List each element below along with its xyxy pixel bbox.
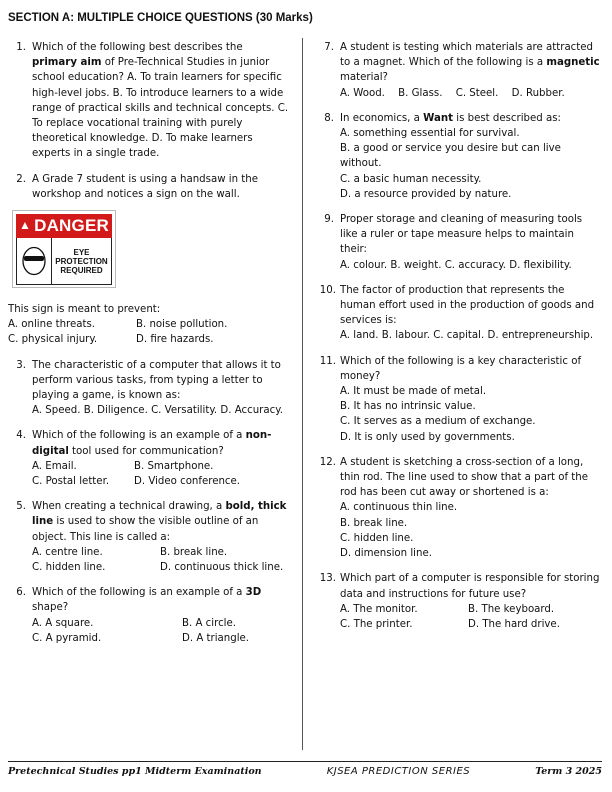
question-4	[8, 428, 290, 489]
option: B. break line.	[160, 546, 228, 558]
question-9	[316, 212, 602, 273]
option: A. something essential for survival.	[340, 128, 520, 140]
question-body	[340, 571, 602, 632]
options	[340, 86, 602, 101]
option: A. Wood.	[340, 87, 385, 99]
text: Which of the following is an example of a	[32, 430, 246, 442]
question-number: 4.	[16, 430, 26, 442]
emphasis: 3D	[245, 587, 262, 599]
option: A. A square.	[32, 617, 94, 629]
question-number: 12.	[319, 456, 336, 468]
question-number: 13.	[319, 573, 336, 585]
option: C. hidden line.	[340, 532, 414, 544]
options	[32, 459, 290, 489]
question-body	[340, 40, 602, 101]
option: B. A circle.	[182, 617, 237, 629]
option: C. A pyramid.	[32, 632, 102, 644]
question-number: 7.	[324, 42, 334, 53]
danger-sign-body	[16, 238, 112, 285]
question-2	[8, 172, 290, 202]
question-8	[316, 111, 602, 202]
question-text: Which part of a computer is responsible for storing data and instructions for future use?	[340, 573, 600, 600]
question-text: A Grade 7 student is using a handsaw in the workshop and notices a sign on the wall.	[32, 173, 259, 200]
question-body	[340, 283, 602, 344]
text: In economics, a	[340, 112, 424, 124]
emphasis: primary aim	[32, 57, 102, 69]
text: A student is testing which materials are attracted to a magnet. Which of the following is a	[340, 42, 594, 69]
option: C. It serves as a medium of exchange.	[340, 416, 536, 428]
options	[32, 545, 290, 575]
text: When creating a technical drawing, a	[32, 501, 226, 513]
option: C. a basic human necessity.	[340, 173, 482, 185]
question-number: 8.	[324, 112, 334, 124]
option: A. continuous thin line.	[340, 502, 458, 514]
option: C. hidden line.	[32, 562, 106, 574]
option: B. Smartphone.	[134, 460, 214, 472]
option: A. Email.	[32, 460, 77, 472]
option: A. colour.	[340, 259, 388, 271]
option: D. dimension line.	[340, 548, 432, 560]
option: C. physical injury.	[8, 334, 98, 346]
question-5	[8, 499, 290, 575]
danger-sign-text	[51, 238, 111, 284]
question-number: 9.	[324, 214, 334, 226]
question-number: 10.	[319, 284, 336, 296]
question-10	[316, 283, 602, 344]
option: C. capital.	[433, 330, 485, 342]
option: D. entrepreneurship.	[487, 330, 594, 342]
danger-sign-header	[16, 214, 112, 238]
question-number: 1.	[16, 42, 26, 53]
options	[340, 328, 602, 343]
option: D. It is only used by governments.	[340, 431, 515, 443]
options	[32, 403, 290, 418]
question-12	[316, 455, 602, 561]
question-13	[316, 571, 602, 632]
question-text	[340, 40, 602, 86]
option: B. It has no intrinsic value.	[340, 401, 476, 413]
text: Which of the following is an example of a	[32, 587, 246, 599]
question-body	[340, 111, 602, 202]
question-text: A student is sketching a cross-section of a long, thin rod. The line used to show that a part of the rod has been cut away or shortened is a:	[340, 456, 589, 499]
option: D. Rubber.	[511, 87, 565, 99]
question-text: The characteristic of a computer that allows it to perform various tasks, from typing a letter to playing a game, is known as:	[32, 359, 281, 402]
question-7	[316, 40, 602, 101]
option: D. The hard drive.	[468, 618, 560, 630]
question-text	[32, 585, 290, 615]
question-text	[32, 40, 290, 162]
text: is used to show the visible outline of an object. This line is called a:	[32, 516, 259, 543]
safety-goggles-face-icon	[17, 246, 51, 276]
text: material?	[340, 72, 388, 84]
option: B. a good or service you desire but can live without.	[340, 143, 561, 170]
option: D. Accuracy.	[220, 405, 284, 417]
question-text: The factor of production that represents the human effort used in the production of goods and services is:	[340, 284, 595, 327]
question-1	[8, 40, 290, 162]
option: B. labour.	[381, 330, 430, 342]
option: A. Speed.	[32, 405, 81, 417]
option: B. break line.	[340, 517, 408, 529]
text: Which of the following best describes the	[32, 42, 243, 53]
warning-triangle-icon: ▲	[19, 218, 32, 233]
question-body	[32, 428, 290, 489]
option: B. Diligence.	[83, 405, 148, 417]
option: B. noise pollution.	[136, 319, 228, 331]
footer-center: KJSEA PREDICTION SERIES	[326, 765, 471, 777]
question-body	[340, 212, 602, 273]
question-11	[316, 354, 602, 445]
question-text: Proper storage and cleaning of measuring tools like a ruler or tape measure helps to maintain their:	[340, 214, 583, 256]
right-column	[316, 40, 602, 642]
danger-sign-image	[12, 210, 116, 288]
option: D. flexibility.	[509, 259, 572, 271]
question-text: Which of the following is a key characteristic of money?	[340, 355, 582, 382]
option: A. online threats.	[8, 319, 96, 331]
emphasis: Want	[423, 112, 453, 124]
question-body	[32, 499, 290, 575]
sign-line: REQUIRED	[60, 265, 103, 275]
option: A. land.	[340, 330, 379, 342]
footer-right: Term 3 2025	[535, 765, 602, 777]
sign-line: PROTECTION	[55, 256, 108, 266]
section-title: SECTION A: MULTIPLE CHOICE QUESTIONS (30 Marks)	[8, 12, 313, 24]
options	[340, 258, 602, 273]
question-body	[340, 354, 602, 445]
option: A. centre line.	[32, 546, 103, 558]
question-body	[340, 455, 602, 561]
option: D. fire hazards.	[136, 334, 214, 346]
question-text	[32, 428, 290, 458]
text: of Pre-Technical Studies in junior school education? A. To train learners for specific high-level jobs. B. To introduce learners to a wide range of practical skills and technical concepts. C. To replace vocational training with purely theoretical knowledge. D. To make learners experts in a single trade.	[32, 57, 289, 160]
question-body	[32, 358, 290, 419]
option: D. continuous thick line.	[160, 562, 284, 574]
question-2-followup	[8, 302, 290, 348]
column-divider	[302, 38, 303, 750]
question-text: This sign is meant to prevent:	[8, 304, 161, 316]
option: D. Video conference.	[134, 476, 241, 488]
emphasis: non-digital	[32, 430, 272, 457]
question-text	[340, 111, 602, 126]
footer-left: Pretechnical Studies pp1 Midterm Examination	[8, 765, 262, 777]
left-column	[8, 40, 290, 656]
question-3	[8, 358, 290, 419]
question-text	[32, 499, 290, 545]
option: C. accuracy.	[444, 259, 507, 271]
sign-line: EYE	[73, 247, 90, 257]
emphasis: bold, thick line	[32, 501, 287, 528]
question-number: 6.	[16, 587, 26, 599]
option: C. Postal letter.	[32, 476, 110, 488]
options	[8, 317, 290, 347]
options	[340, 602, 602, 632]
question-6	[8, 585, 290, 646]
option: C. The printer.	[340, 618, 413, 630]
question-body	[32, 585, 290, 646]
question-number: 5.	[16, 501, 26, 513]
option: D. a resource provided by nature.	[340, 188, 512, 200]
option: C. Steel.	[455, 87, 499, 99]
option: C. Versatility.	[151, 405, 218, 417]
question-number: 11.	[319, 355, 336, 367]
question-number: 2.	[16, 173, 26, 185]
option: B. Glass.	[398, 87, 443, 99]
option: D. A triangle.	[182, 632, 250, 644]
option: B. weight.	[390, 259, 442, 271]
danger-label: DANGER	[34, 216, 109, 236]
question-number: 3.	[16, 359, 26, 371]
option: B. The keyboard.	[468, 603, 555, 615]
emphasis: magnetic	[546, 57, 600, 69]
text: shape?	[32, 602, 69, 614]
text: is best described as:	[453, 112, 561, 124]
option: A. It must be made of metal.	[340, 386, 487, 398]
option: A. The monitor.	[340, 603, 418, 615]
page-footer	[8, 761, 602, 780]
options	[32, 616, 290, 646]
text: tool used for communication?	[68, 445, 224, 457]
